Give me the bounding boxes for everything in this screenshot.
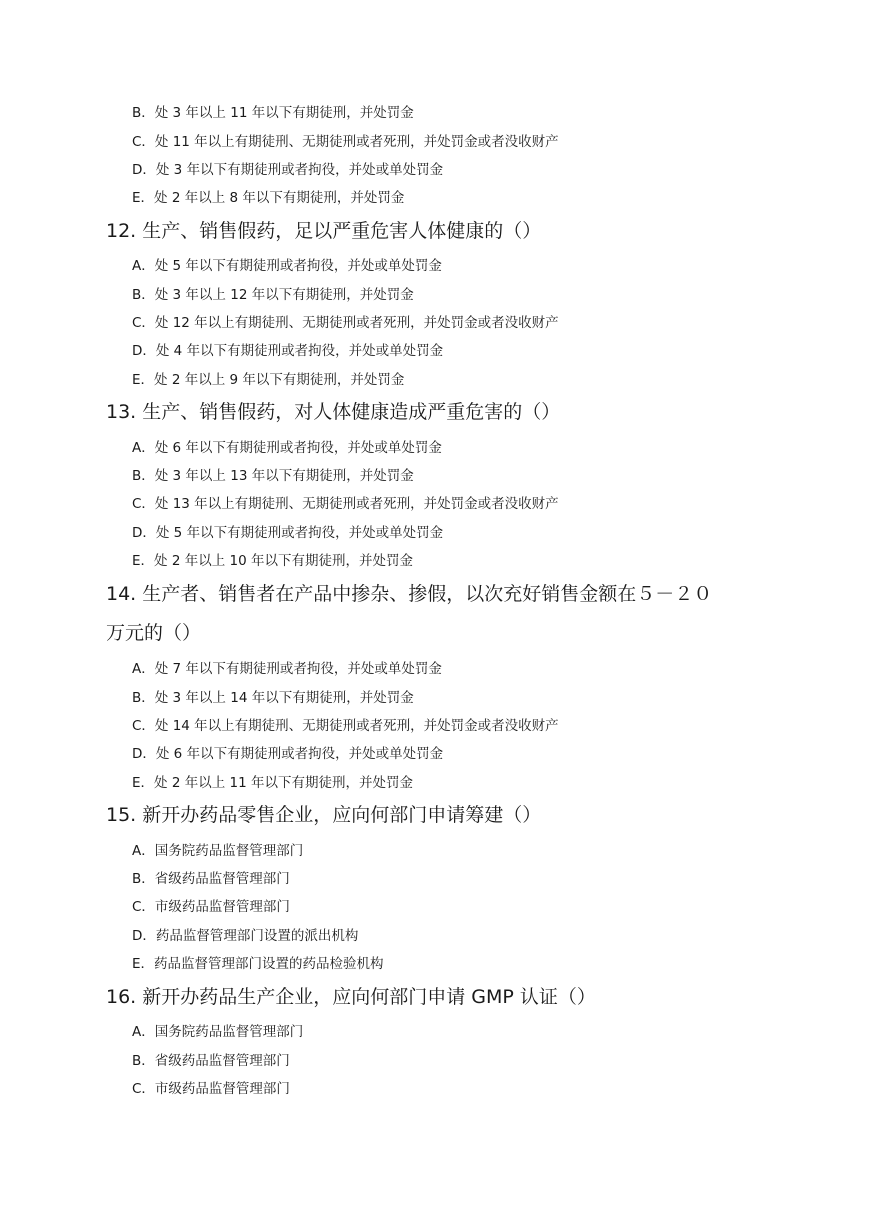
q14-question-line1: 14. 生产者、销售者在产品中掺杂、掺假，以次充好销售金额在５－２０ [106, 583, 713, 605]
q13-option-e: E．处 2 年以上 10 年以下有期徒刑，并处罚金 [132, 553, 413, 569]
q11-option-b: B．处 3 年以上 11 年以下有期徒刑，并处罚金 [132, 105, 414, 121]
q16-option-c: C．市级药品监督管理部门 [132, 1081, 290, 1097]
q14-question-line2: 万元的（） [106, 622, 202, 644]
q16-option-a: A．国务院药品监督管理部门 [132, 1024, 304, 1040]
q11-option-d: D．处 3 年以下有期徒刑或者拘役，并处或单处罚金 [132, 162, 444, 178]
q14-option-e: E．处 2 年以上 11 年以下有期徒刑，并处罚金 [132, 775, 413, 791]
q13-option-a: A．处 6 年以下有期徒刑或者拘役，并处或单处罚金 [132, 440, 442, 456]
q13-option-b: B．处 3 年以上 13 年以下有期徒刑，并处罚金 [132, 468, 414, 484]
q12-question: 12. 生产、销售假药，足以严重危害人体健康的（） [106, 220, 542, 242]
q15-question: 15. 新开办药品零售企业，应向何部门申请筹建（） [106, 804, 542, 826]
q14-option-d: D．处 6 年以下有期徒刑或者拘役，并处或单处罚金 [132, 746, 444, 762]
q11-option-e: E．处 2 年以上 8 年以下有期徒刑，并处罚金 [132, 190, 405, 206]
q11-option-c: C．处 11 年以上有期徒刑、无期徒刑或者死刑，并处罚金或者没收财产 [132, 134, 559, 150]
q15-option-e: E．药品监督管理部门设置的药品检验机构 [132, 956, 384, 972]
q15-option-a: A．国务院药品监督管理部门 [132, 843, 304, 859]
q12-option-a: A．处 5 年以下有期徒刑或者拘役，并处或单处罚金 [132, 258, 442, 274]
q12-option-c: C．处 12 年以上有期徒刑、无期徒刑或者死刑，并处罚金或者没收财产 [132, 315, 559, 331]
q13-option-c: C．处 13 年以上有期徒刑、无期徒刑或者死刑，并处罚金或者没收财产 [132, 496, 559, 512]
q12-option-e: E．处 2 年以上 9 年以下有期徒刑，并处罚金 [132, 372, 405, 388]
q12-option-b: B．处 3 年以上 12 年以下有期徒刑，并处罚金 [132, 287, 414, 303]
q14-option-b: B．处 3 年以上 14 年以下有期徒刑，并处罚金 [132, 690, 414, 706]
q13-option-d: D．处 5 年以下有期徒刑或者拘役，并处或单处罚金 [132, 525, 444, 541]
q15-option-d: D．药品监督管理部门设置的派出机构 [132, 928, 359, 944]
q14-option-c: C．处 14 年以上有期徒刑、无期徒刑或者死刑，并处罚金或者没收财产 [132, 718, 559, 734]
q16-option-b: B．省级药品监督管理部门 [132, 1053, 290, 1069]
q15-option-b: B．省级药品监督管理部门 [132, 871, 290, 887]
q12-option-d: D．处 4 年以下有期徒刑或者拘役，并处或单处罚金 [132, 343, 444, 359]
q16-question: 16. 新开办药品生产企业，应向何部门申请 GMP 认证（） [106, 986, 596, 1008]
q15-option-c: C．市级药品监督管理部门 [132, 899, 290, 915]
q13-question: 13. 生产、销售假药，对人体健康造成严重危害的（） [106, 401, 561, 423]
q14-option-a: A．处 7 年以下有期徒刑或者拘役，并处或单处罚金 [132, 661, 442, 677]
